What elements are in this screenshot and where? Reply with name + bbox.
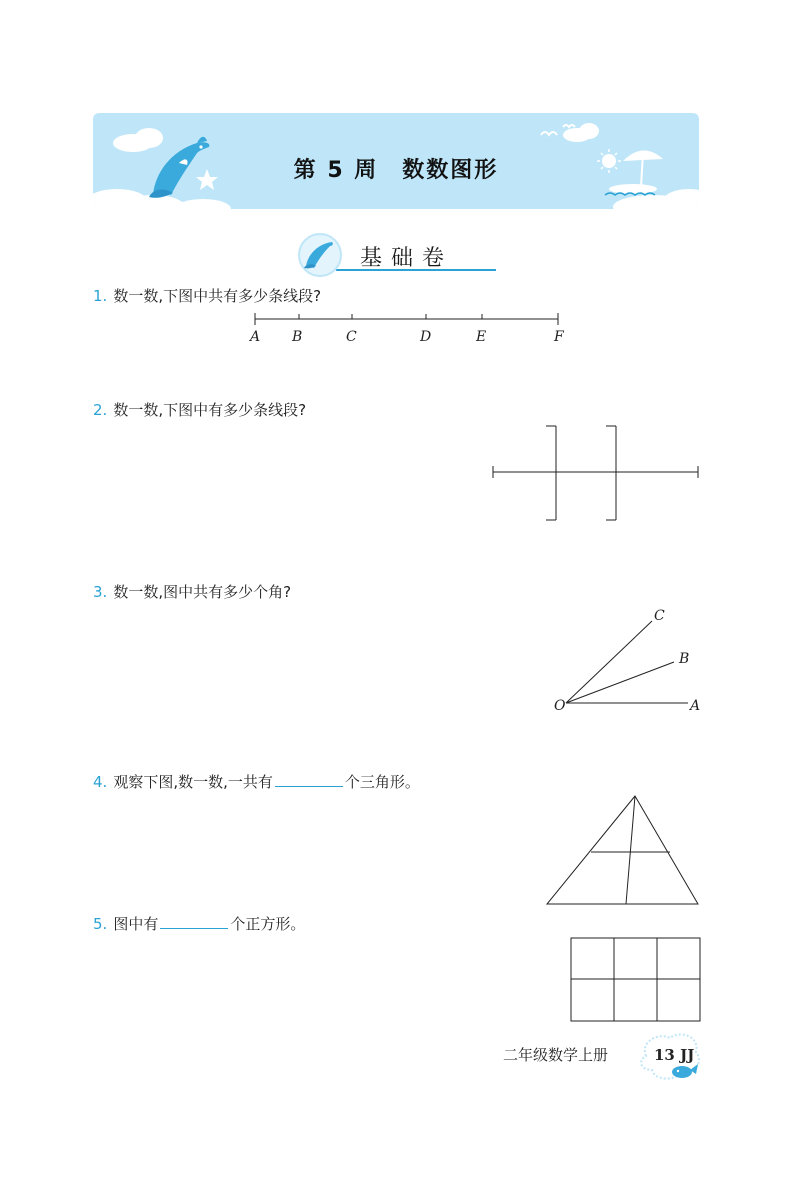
page-number-value: 13 <box>654 1046 675 1064</box>
edition-code: JJ <box>680 1046 695 1064</box>
section-title: 基础卷 <box>360 246 454 271</box>
question-1 <box>93 285 321 306</box>
question-number: 5. <box>93 915 108 933</box>
point-label: E <box>476 329 487 345</box>
question-number: 4. <box>93 773 108 791</box>
section-header <box>296 232 496 278</box>
question-3 <box>93 581 291 602</box>
vertex-label: O <box>554 698 566 714</box>
week-title: 第 5 周 数数图形 <box>293 158 499 183</box>
question-4 <box>93 771 420 792</box>
question-5 <box>93 913 305 934</box>
answer-blank[interactable] <box>275 772 343 787</box>
point-label: C <box>346 329 357 345</box>
question-text: 数一数,下图中有多少条线段? <box>113 401 307 419</box>
angle-figure <box>548 600 708 720</box>
point-label: F <box>554 329 564 345</box>
question-2 <box>93 399 306 420</box>
question-text-before: 图中有 <box>113 915 159 933</box>
cross-lines-figure <box>490 420 705 526</box>
point-label: B <box>292 329 303 345</box>
question-number: 1. <box>93 287 108 305</box>
wave-icon <box>605 193 655 195</box>
question-text-after: 个三角形。 <box>344 773 420 791</box>
question-text: 数一数,图中共有多少个角? <box>113 583 292 601</box>
week-banner <box>93 113 699 209</box>
ray-label: B <box>679 651 690 667</box>
triangle-figure <box>540 790 705 910</box>
ray-label: C <box>654 608 665 624</box>
page-number <box>654 1046 694 1064</box>
question-text-before: 观察下图,数一数,一共有 <box>113 773 273 791</box>
question-number: 3. <box>93 583 108 601</box>
book-title: 二年级数学上册 <box>503 1046 609 1064</box>
point-label: A <box>250 329 261 345</box>
point-label: D <box>420 329 432 345</box>
question-text-after: 个正方形。 <box>230 915 306 933</box>
segment-figure <box>240 305 580 350</box>
squares-grid-figure <box>566 933 706 1025</box>
answer-blank[interactable] <box>160 914 228 929</box>
question-number: 2. <box>93 401 108 419</box>
ray-label: A <box>690 698 701 714</box>
question-text: 数一数,下图中共有多少条线段? <box>113 287 322 305</box>
